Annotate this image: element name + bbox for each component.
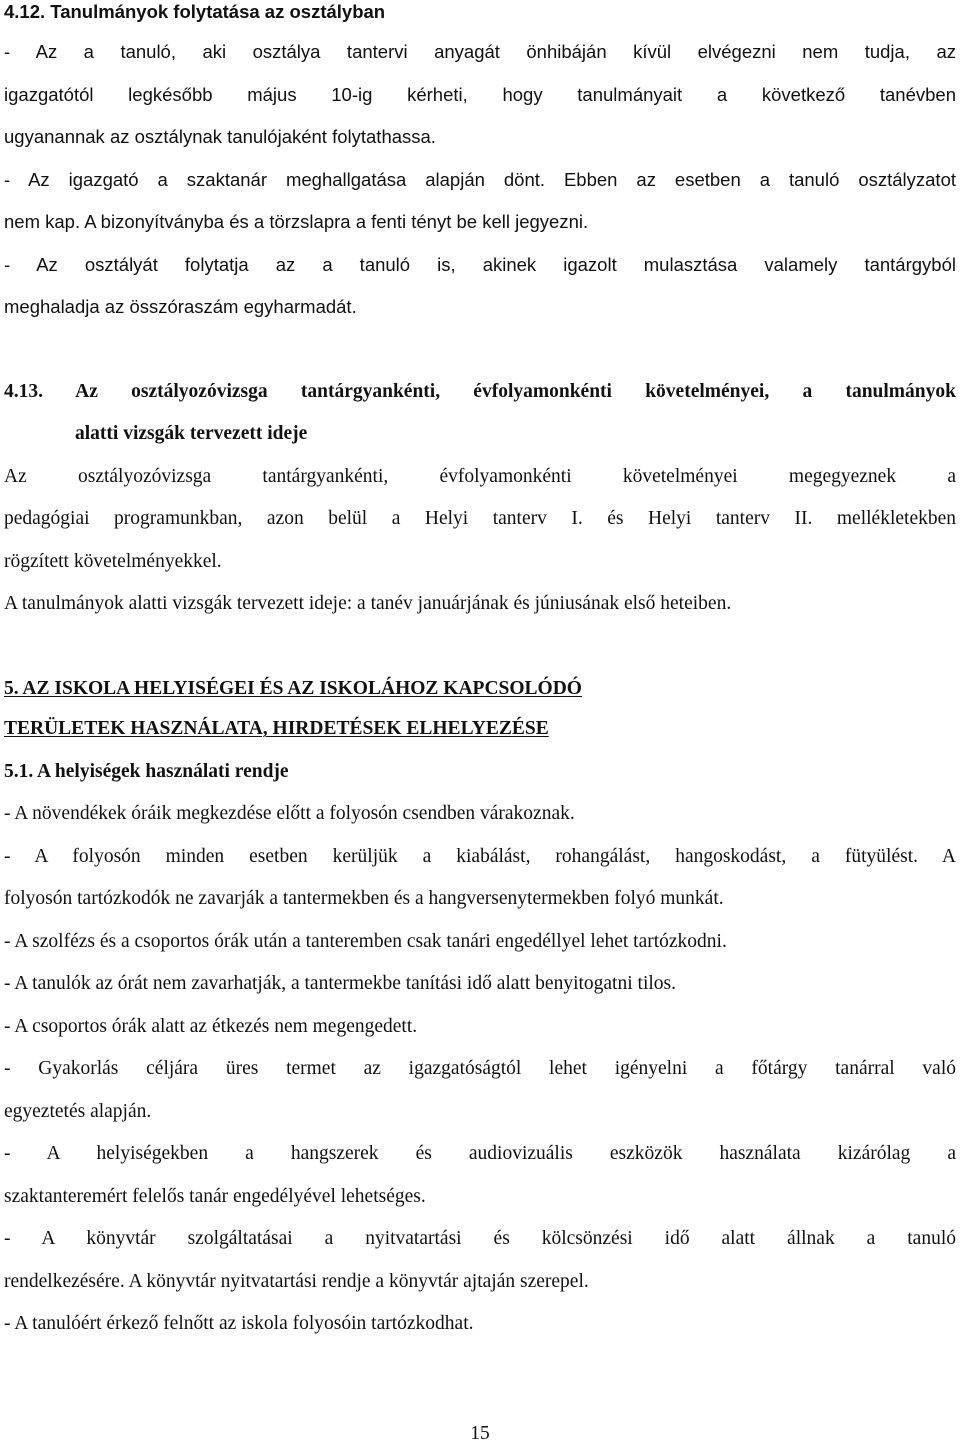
section-4-12-heading: 4.12. Tanulmányok folytatása az osztályban <box>4 1 386 22</box>
section-5-1-line: - A tanulóért érkező felnőtt az iskola folyosóin tartózkodhat. <box>4 1313 474 1334</box>
section-5-1-line: - A folyosón minden esetben kerüljük a kiabálást, rohangálást, hangoskodást, a fütyülést. A <box>4 846 956 867</box>
section-5-1-line: - A könyvtár szolgáltatásai a nyitvatartási és kölcsönzési idő alatt állnak a tanuló <box>4 1228 956 1249</box>
section-4-12-line: - Az a tanuló, aki osztálya tantervi anyagát önhibáján kívül elvégezni nem tudja, az <box>4 41 956 62</box>
section-4-13-line: pedagógiai programunkban, azon belül a Helyi tanterv I. és Helyi tanterv II. mellékletekben <box>4 508 956 529</box>
page-number: 15 <box>470 1423 490 1444</box>
section-5-1-line: - A helyiségekben a hangszerek és audiovizuális eszközök használata kizárólag a <box>4 1143 956 1164</box>
section-5-1-line: - A tanulók az órát nem zavarhatják, a tantermekbe tanítási idő alatt benyitogatni tilos. <box>4 973 676 994</box>
section-5-1-line: - A szolfézs és a csoportos órák után a tanteremben csak tanári engedéllyel lehet tartózkodni. <box>4 931 727 952</box>
section-4-13-line: A tanulmányok alatti vizsgák tervezett ideje: a tanév januárjának és júniusának első heteiben. <box>4 593 732 614</box>
section-4-12-line: - Az igazgató a szaktanár meghallgatása alapján dönt. Ebben az esetben a tanuló osztályzatot <box>4 169 956 190</box>
section-4-12-line: igazgatótól legkésőbb május 10-ig kérheti, hogy tanulmányait a következő tanévben <box>4 84 956 105</box>
section-5-1-line: egyeztetés alapján. <box>4 1101 152 1122</box>
section-5-1-heading: 5.1. A helyiségek használati rendje <box>4 761 289 782</box>
section-4-12-line: ugyanannak az osztálynak tanulójaként folytathassa. <box>4 126 436 147</box>
section-5-1-line: szaktanteremért felelős tanár engedélyével lehetséges. <box>4 1186 426 1207</box>
section-5-heading-cont: TERÜLETEK HASZNÁLATA, HIRDETÉSEK ELHELYEZÉSE <box>4 718 549 739</box>
section-4-13-heading: 4.13. Az osztályozóvizsga tantárgyankénti, évfolyamonkénti követelményei, a tanulmányok <box>4 381 956 402</box>
section-4-12-line: meghaladja az összóraszám egyharmadát. <box>4 296 357 317</box>
section-4-12-line: - Az osztályát folytatja az a tanuló is, akinek igazolt mulasztása valamely tantárgyból <box>4 254 956 275</box>
section-5-1-line: rendelkezésére. A könyvtár nyitvatartási rendje a könyvtár ajtaján szerepel. <box>4 1271 589 1292</box>
section-5-1-line: - A növendékek óráik megkezdése előtt a folyosón csendben várakoznak. <box>4 803 575 824</box>
section-4-12-line: nem kap. A bizonyítványba és a törzslapra a fenti tényt be kell jegyezni. <box>4 211 589 232</box>
section-4-13-line: Az osztályozóvizsga tantárgyankénti, évfolyamonkénti követelményei megegyeznek a <box>4 466 956 487</box>
section-5-heading: 5. AZ ISKOLA HELYISÉGEI ÉS AZ ISKOLÁHOZ KAPCSOLÓDÓ <box>4 678 582 699</box>
section-4-13-line: rögzített követelményekkel. <box>4 551 222 572</box>
section-5-1-line: - Gyakorlás céljára üres termet az igazgatóságtól lehet igényelni a főtárgy tanárral való <box>4 1058 956 1079</box>
section-4-13-heading-cont: alatti vizsgák tervezett ideje <box>75 423 308 444</box>
section-5-1-line: - A csoportos órák alatt az étkezés nem megengedett. <box>4 1016 418 1037</box>
section-5-1-line: folyosón tartózkodók ne zavarják a tantermekben és a hangversenytermekben folyó munkát. <box>4 888 724 909</box>
